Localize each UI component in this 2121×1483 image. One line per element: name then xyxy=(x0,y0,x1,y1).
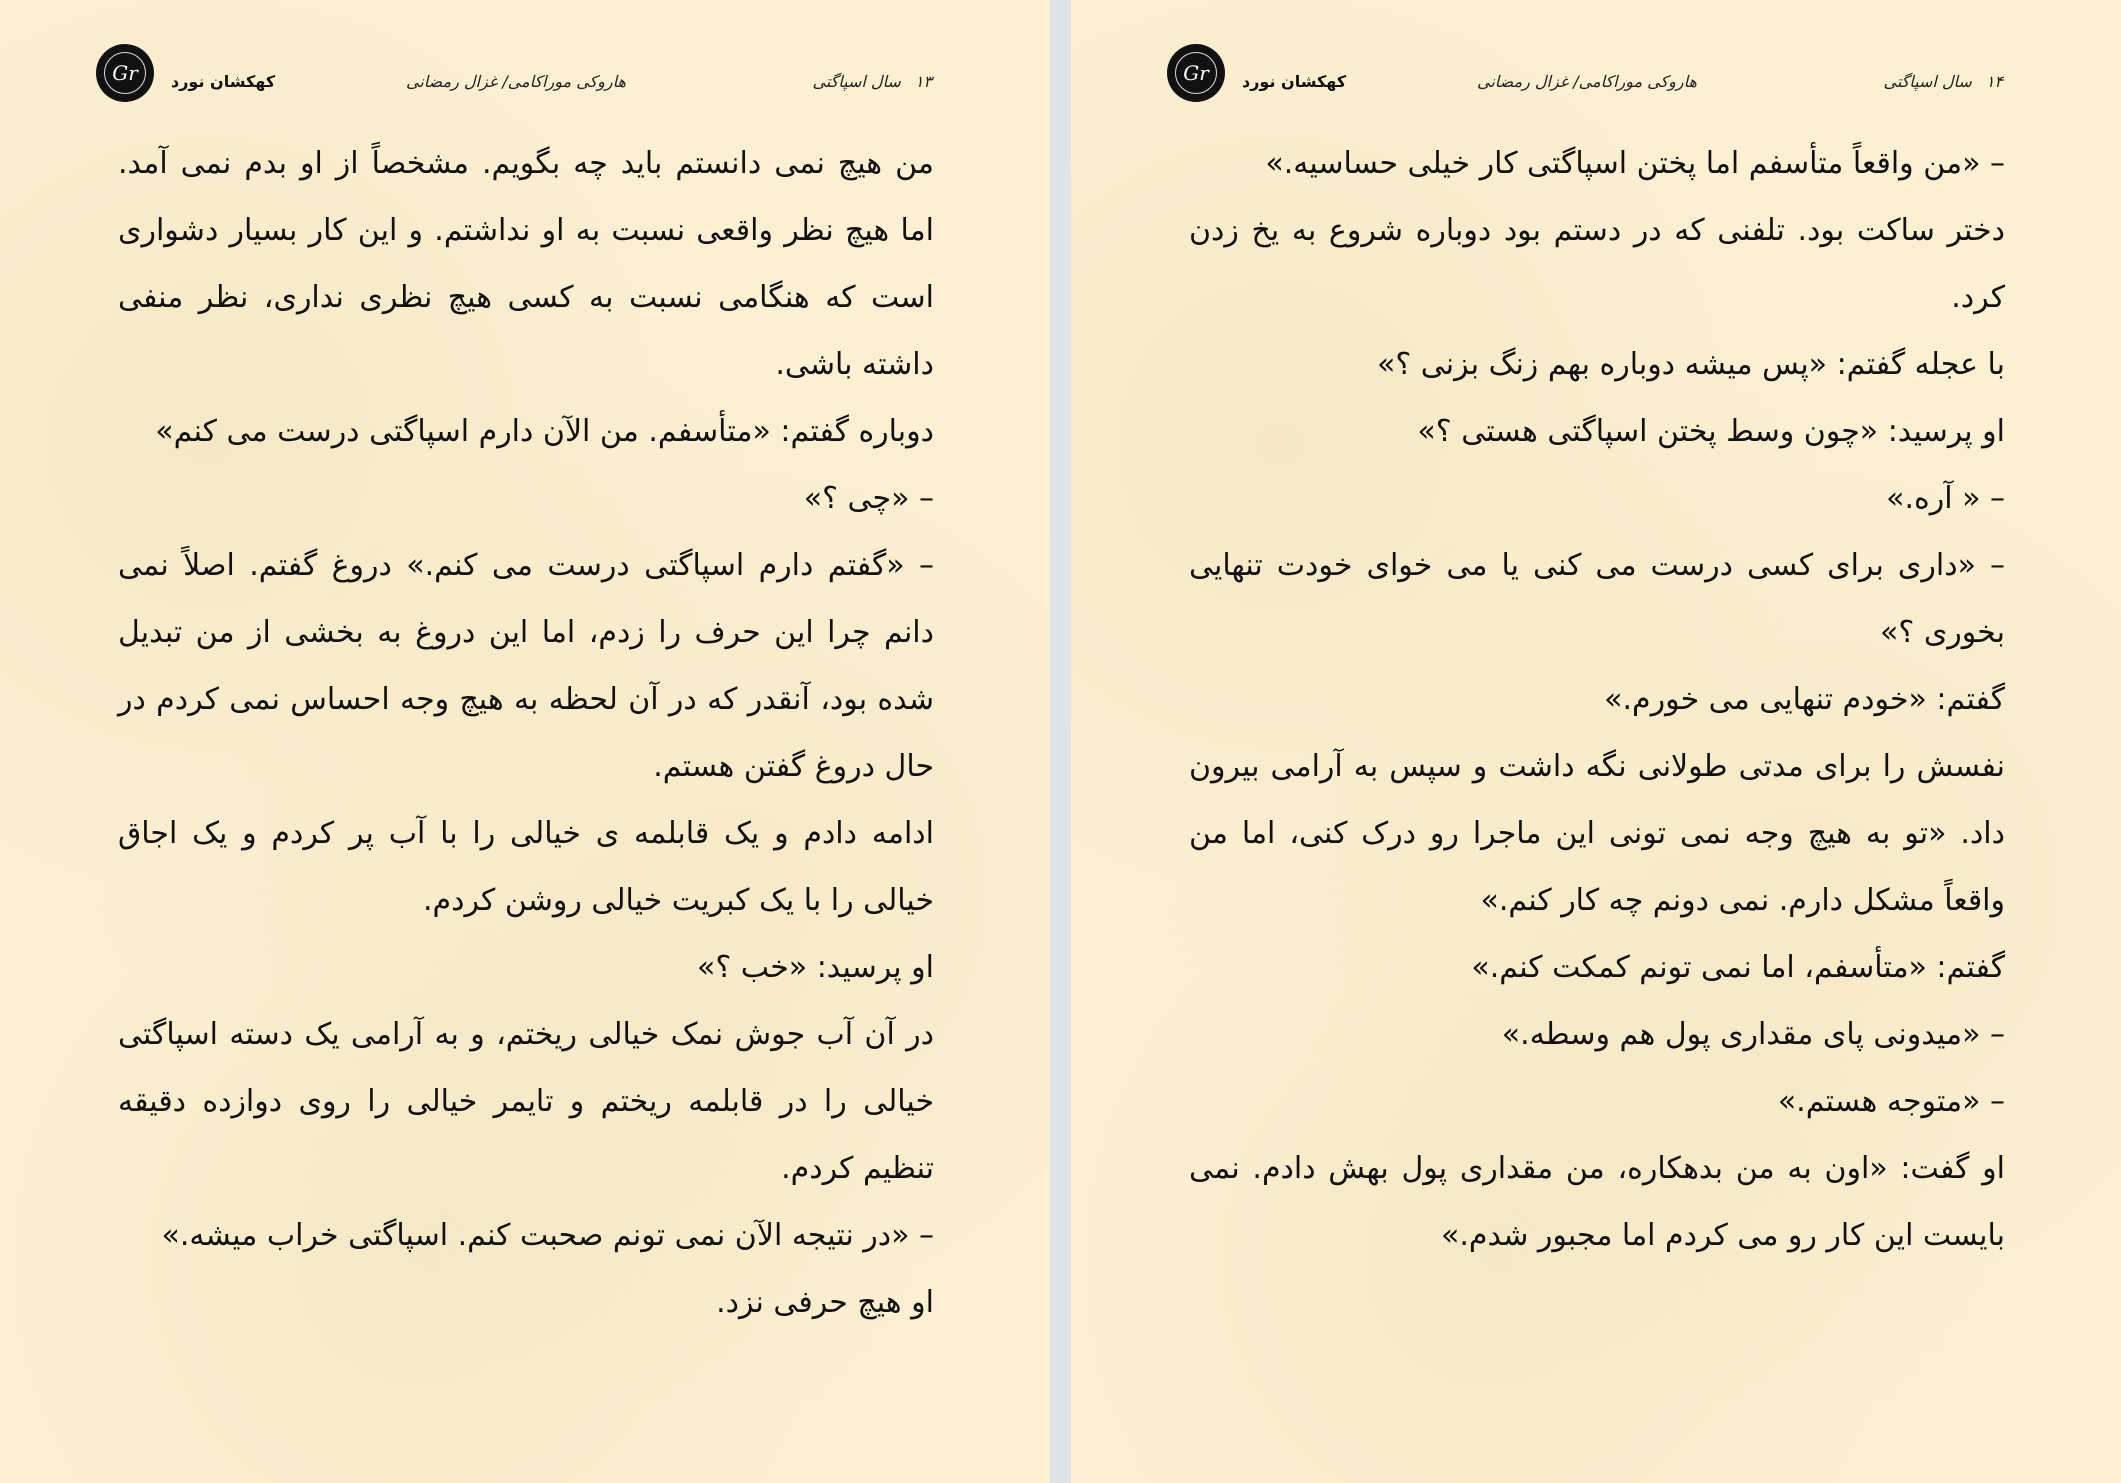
author-translator: هاروکی موراکامی/ غزال رمضانی xyxy=(406,72,626,91)
paragraph: – «در نتیجه الآن نمی تونم صحبت کنم. اسپاگتی خراب میشه.» xyxy=(161,1218,934,1253)
paragraph: – «متوجه هستم.» xyxy=(1777,1084,2005,1119)
paragraph: او هیچ حرفی نزد. xyxy=(716,1285,934,1320)
page-header xyxy=(96,44,932,104)
book-title: سال اسپاگتی xyxy=(812,72,901,91)
page-body xyxy=(118,130,934,1336)
paragraph: – «چی ؟» xyxy=(803,481,934,516)
paragraph: او پرسید: «خب ؟» xyxy=(696,950,934,985)
book-page-14 xyxy=(1071,0,2121,1483)
paragraph: – «گفتم دارم اسپاگتی درست می کنم.» دروغ گفتم. اصلاً نمی دانم چرا این حرف را زدم، اما این دروغ به بخشی از من تبدیل شده بود، آنقدر که در آن لحظه به هیچ وجه احساس نمی کردم در حال دروغ گفتن هستم. xyxy=(118,548,934,784)
paragraph: دوباره گفتم: «متأسفم. من الآن دارم اسپاگتی درست می کنم» xyxy=(155,414,934,449)
publisher-logo xyxy=(96,44,154,102)
book-page-13 xyxy=(0,0,1050,1483)
publisher-logo xyxy=(1167,44,1225,102)
paragraph: او پرسید: «چون وسط پختن اسپاگتی هستی ؟» xyxy=(1417,414,2005,449)
paragraph: – «میدونی پای مقداری پول هم وسطه.» xyxy=(1501,1017,2005,1052)
paragraph: گفتم: «متأسفم، اما نمی تونم کمکت کنم.» xyxy=(1471,950,2005,985)
paragraph: گفتم: «خودم تنهایی می خورم.» xyxy=(1604,682,2005,717)
page-number: ۱۴ xyxy=(1985,72,2003,91)
book-title: سال اسپاگتی xyxy=(1883,72,1972,91)
page-title-number xyxy=(1883,72,2003,91)
paragraph: ادامه دادم و یک قابلمه ی خیالی را با آب پر کردم و یک اجاق خیالی را با یک کبریت خیالی روشن کردم. xyxy=(118,816,934,918)
paragraph: – «داری برای کسی درست می کنی یا می خوای خودت تنهایی بخوری ؟» xyxy=(1189,548,2005,650)
page-number: ۱۳ xyxy=(914,72,932,91)
author-translator: هاروکی موراکامی/ غزال رمضانی xyxy=(1477,72,1697,91)
paragraph: او گفت: «اون به من بدهکاره، من مقداری پول بهش دادم. نمی بایست این کار رو می کردم اما مجبور شدم.» xyxy=(1189,1151,2005,1253)
paragraph: با عجله گفتم: «پس میشه دوباره بهم زنگ بزنی ؟» xyxy=(1376,347,2005,382)
paragraph: – « آره.» xyxy=(1886,481,2005,516)
paragraph: دختر ساکت بود. تلفنی که در دستم بود دوباره شروع به یخ زدن کرد. xyxy=(1189,213,2005,315)
logo-text: Gr xyxy=(104,52,146,94)
paragraph: در آن آب جوش نمک خیالی ریختم، و به آرامی یک دسته اسپاگتی خیالی را در قابلمه ریختم و تایمر خیالی را روی دوازده دقیقه تنظیم کردم. xyxy=(118,1017,934,1186)
paragraph: نفسش را برای مدتی طولانی نگه داشت و سپس به آرامی بیرون داد. «تو به هیچ وجه نمی تونی این ماجرا رو درک کنی، اما من واقعاً مشکل دارم. نمی دونم چه کار کنم.» xyxy=(1189,749,2005,918)
publisher-name: کهکشان نورد xyxy=(1242,72,1347,91)
page-header xyxy=(1167,44,2003,104)
paragraph: من هیچ نمی دانستم باید چه بگویم. مشخصاً از او بدم نمی آمد. اما هیچ نظر واقعی نسبت به او نداشتم. و این کار بسیار دشواری است که هنگامی نسبت به کسی هیچ نظری نداری، نظر منفی داشته باشی. xyxy=(118,146,934,382)
page-body xyxy=(1189,130,2005,1269)
page-title-number xyxy=(812,72,932,91)
logo-text: Gr xyxy=(1175,52,1217,94)
paragraph: – «من واقعاً متأسفم اما پختن اسپاگتی کار خیلی حساسیه.» xyxy=(1265,146,2005,181)
publisher-name: کهکشان نورد xyxy=(171,72,276,91)
